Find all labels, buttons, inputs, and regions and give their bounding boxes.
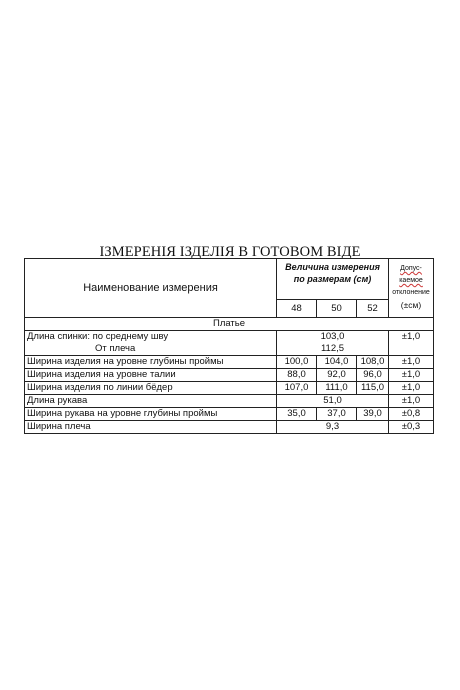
measurement-name: Ширина изделия на уровне глубины проймы — [25, 356, 277, 369]
measurement-name: Ширина изделия по линии бёдер — [25, 382, 277, 395]
size-group-header: Величина измерения по размерам (см) — [277, 259, 389, 300]
measurement-name: Ширина изделия на уровне талии — [25, 369, 277, 382]
tolerance-value: ±1,0 — [389, 395, 434, 408]
tolerance-header-line: отклонение — [392, 289, 430, 296]
measurement-name: Ширина рукава на уровне глубины проймы — [25, 408, 277, 421]
table-row — [25, 331, 434, 344]
section-label: Платье — [25, 318, 434, 331]
tolerance-value: ±0,8 — [389, 408, 434, 421]
size-value: 35,0 — [277, 408, 317, 421]
merged-value: 112,5 — [277, 343, 389, 356]
size-value: 100,0 — [277, 356, 317, 369]
tolerance-header-line: Допус- — [400, 265, 422, 272]
size-value: 108,0 — [357, 356, 389, 369]
tolerance-value: ±1,0 — [389, 369, 434, 382]
measurements-table — [24, 258, 434, 434]
size-value: 88,0 — [277, 369, 317, 382]
merged-value: 103,0 — [277, 331, 389, 344]
size-value: 111,0 — [317, 382, 357, 395]
table-row — [25, 356, 434, 369]
measurement-name: Длина спинки: по среднему шву — [25, 331, 277, 344]
table-row — [25, 421, 434, 434]
table-row — [25, 369, 434, 382]
table-title: ІЗМЕРЕНІЯ ІЗДЕЛІЯ В ГОТОВОМ ВІДЕ — [99, 244, 361, 260]
tolerance-value: ±1,0 — [389, 382, 434, 395]
name-column-header: Наименование измерения — [25, 259, 277, 318]
tolerance-header-line: каемое — [399, 277, 423, 284]
tolerance-value: ±1,0 — [389, 331, 434, 344]
tolerance-header — [389, 259, 434, 318]
size-value: 107,0 — [277, 382, 317, 395]
tolerance-value: ±1,0 — [389, 356, 434, 369]
size-value: 96,0 — [357, 369, 389, 382]
measurement-name: От плеча — [25, 343, 277, 356]
section-row — [25, 318, 434, 331]
size-value: 104,0 — [317, 356, 357, 369]
tolerance-value — [389, 343, 434, 356]
measurement-name: Длина рукава — [25, 395, 277, 408]
tolerance-header-line: (±см) — [400, 300, 422, 310]
table-row — [25, 343, 434, 356]
size-header: 52 — [357, 300, 389, 318]
merged-value: 9,3 — [277, 421, 389, 434]
table-row — [25, 382, 434, 395]
table-row — [25, 408, 434, 421]
header-row — [25, 259, 434, 300]
size-value: 37,0 — [317, 408, 357, 421]
tolerance-value: ±0,3 — [389, 421, 434, 434]
measurement-name: Ширина плеча — [25, 421, 277, 434]
size-value: 39,0 — [357, 408, 389, 421]
merged-value: 51,0 — [277, 395, 389, 408]
size-header: 48 — [277, 300, 317, 318]
table-row — [25, 395, 434, 408]
size-header: 50 — [317, 300, 357, 318]
size-value: 115,0 — [357, 382, 389, 395]
size-value: 92,0 — [317, 369, 357, 382]
